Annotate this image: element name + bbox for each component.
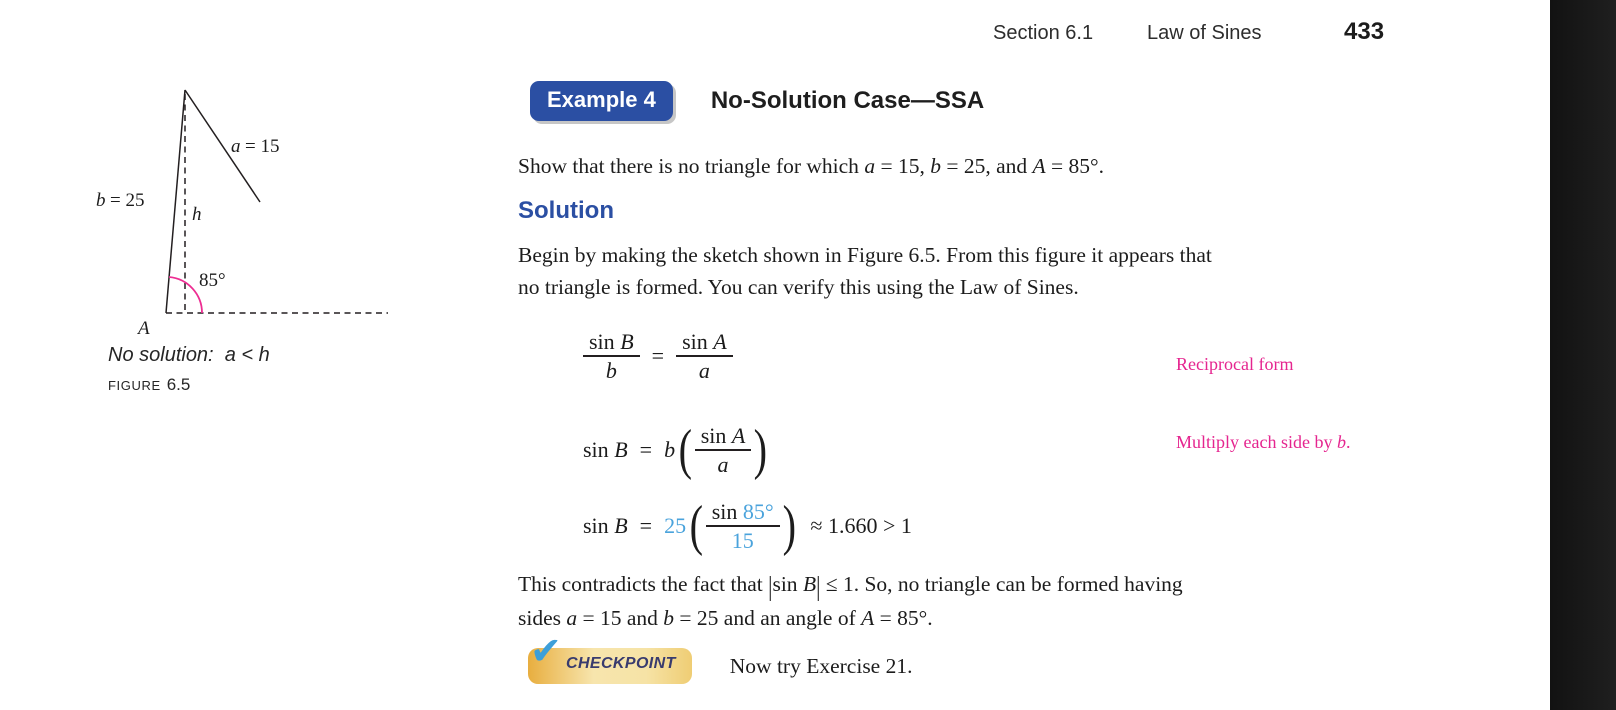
- side-a-label-val: = 15: [245, 136, 280, 157]
- problem-statement: Show that there is no triangle for which a = 15, b = 25, and A = 85°.: [518, 154, 1104, 178]
- checkpoint-row: [528, 629, 913, 684]
- screen-edge-bar: [1550, 0, 1616, 710]
- approx-result: ≈ 1.660 > 1: [810, 513, 912, 538]
- checkmark-icon: ✔: [530, 629, 562, 673]
- open-paren: (: [689, 495, 704, 557]
- close-paren: ): [782, 495, 796, 557]
- equals-sign: =: [639, 437, 653, 462]
- figure-number: 6.5: [166, 375, 191, 394]
- solution-intro-paragraph: Begin by making the sketch shown in Figure 6.5. From this figure it appears that no triangle is formed. You can verify this using the Law of Sines.: [518, 243, 1212, 299]
- equals-sign: =: [639, 513, 653, 538]
- checkpoint-exercise-text: Now try Exercise 21.: [729, 653, 913, 678]
- header-chapter-title: Law of Sines: [1147, 22, 1262, 44]
- example-title: No-Solution Case—SSA: [710, 87, 985, 114]
- close-paren: ): [753, 419, 768, 481]
- fraction-sinB-over-b: $\frac{\text{sin B}}{b}$: [583, 328, 640, 384]
- figure-caption: No solution: a < h: [108, 344, 270, 366]
- equation-multiply-by-b: sin B = b ( $\frac{\text{sin A}}{a}$ ): [583, 410, 770, 490]
- figure-label: [108, 375, 190, 395]
- checkpoint-label: CHECKPOINT: [566, 655, 676, 672]
- angle-label: 85°: [199, 270, 226, 291]
- vertex-a-label: A: [138, 318, 150, 339]
- fraction-sinA-over-a: $\frac{\text{sin A}}{a}$: [695, 422, 752, 478]
- coefficient-b: b: [664, 437, 676, 462]
- open-paren: (: [678, 419, 693, 481]
- side-a-label-var: a: [231, 136, 241, 157]
- equals-sign: =: [651, 342, 665, 368]
- annotation-reciprocal-form: Reciprocal form: [1176, 354, 1294, 374]
- annotation-multiply-each-side: Multiply each side by b.: [1176, 432, 1351, 452]
- header-page-number: 433: [1344, 18, 1385, 45]
- side-b-label-var: b: [96, 190, 106, 211]
- equation-numeric-result: sin B = 25 ( $\frac{\sin 85^\circ}{15}$ ) ≈ 1.660 > 1: [583, 486, 912, 566]
- fraction-sin85-over-15: $\frac{\sin 85^\circ}{15}$: [706, 498, 780, 554]
- figure-6-5-diagram: [88, 82, 398, 344]
- equation-reciprocal-form: [583, 328, 733, 384]
- header-section-label: Section 6.1: [993, 22, 1094, 44]
- example-badge: Example 4: [530, 81, 673, 121]
- solution-heading: Solution: [518, 197, 614, 224]
- figure-word: FIGURE: [108, 378, 161, 393]
- example-heading-row: [530, 81, 984, 121]
- side-b-label-val: = 25: [110, 190, 145, 211]
- conclusion-paragraph: This contradicts the fact that |sin B| ≤ 1. So, no triangle can be formed having sides a = 15 and b = 25 and an angle of A = 85°.: [518, 570, 1183, 630]
- checkpoint-badge: [528, 629, 692, 684]
- fraction-sinA-over-a: $\frac{\text{sin A}}{a}$: [676, 328, 733, 384]
- coefficient-25: 25: [664, 513, 687, 538]
- triangle-side-b: [166, 90, 185, 313]
- height-label: h: [192, 204, 202, 225]
